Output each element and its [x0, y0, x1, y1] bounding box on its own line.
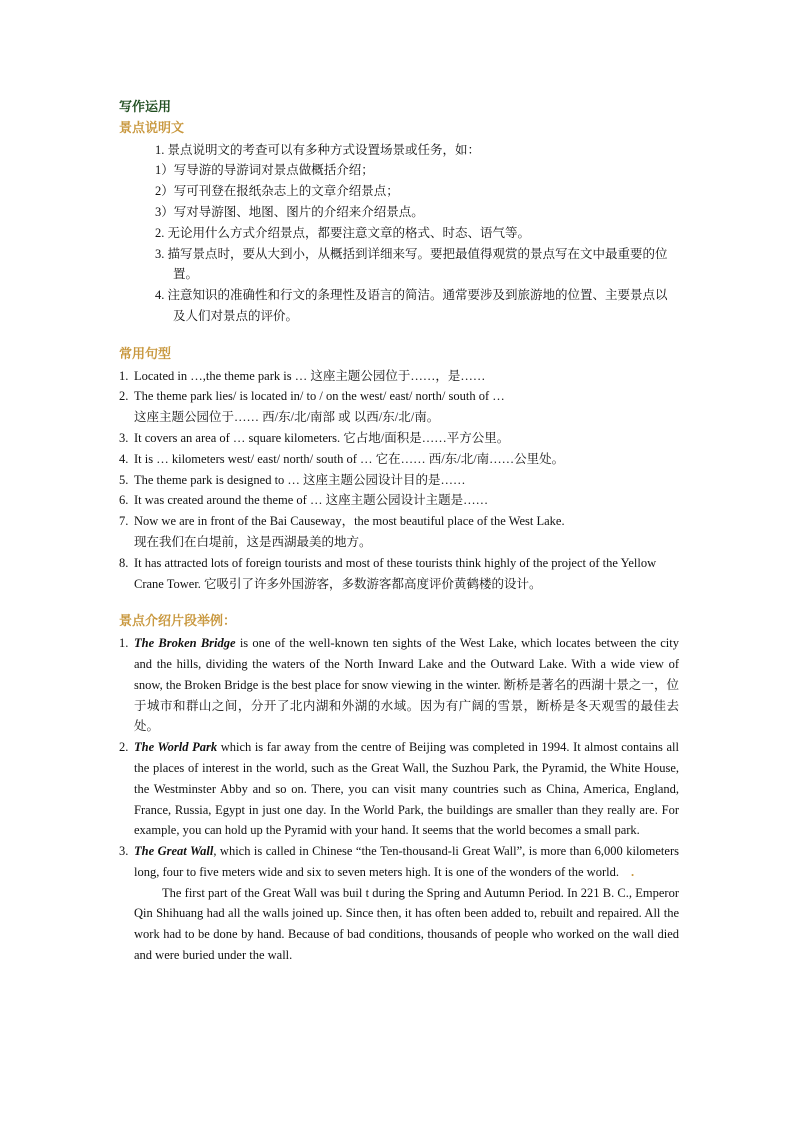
- examples-heading: 景点介绍片段举例：: [119, 614, 237, 630]
- intro-point: 3. 描写景点时，要从大到小，从概括到详细来写。要把最值得观赏的景点写在文中最重要的位置。: [155, 246, 668, 282]
- example-item: [119, 633, 679, 737]
- example-item: [119, 841, 679, 883]
- sentence-number: 2.: [119, 389, 129, 404]
- sentence-translation: 这座主题公园位于…… 西/东/北/南部 或 以西/东/北/南。: [134, 410, 440, 425]
- sentence-text: The theme park is designed to … 这座主题公园设计目的是……: [134, 472, 466, 487]
- intro-point: 4. 注意知识的准确性和行文的条理性及语言的简洁。通常要涉及到旅游地的位置、主要景点以及人们对景点的评价。: [155, 288, 668, 323]
- example-text: [134, 841, 679, 883]
- sentence-item: [119, 511, 679, 532]
- margin-mark: .: [630, 864, 635, 879]
- sentence-item: [119, 553, 679, 595]
- example-text: [134, 737, 679, 841]
- sentence-number: 1.: [119, 368, 129, 383]
- extra-paragraph: The first part of the Great Wall was buil t during the Spring and Autumn Period. In 221 B. C., Emperor Qin Shihuang had all the walls joined up. Since then, it has often been added to, rebuilt and repaired. All the work had to be done by hand. Because of bad conditions, thousands of people who worked on the wall died and were buried under the wall.: [134, 885, 679, 963]
- sentence-text: It was created around the theme of … 这座主题公园设计主题是……: [134, 493, 489, 508]
- example-list: [119, 633, 679, 883]
- intro-point: 2. 无论用什么方式介绍景点，都要注意文章的格式、时态、语气等。: [155, 225, 531, 240]
- intro-list: [119, 140, 679, 327]
- sentence-text: Located in …,the theme park is … 这座主题公园位于……，是……: [134, 368, 486, 383]
- sentence-translation: 现在我们在白堤前，这是西湖最美的地方。: [134, 534, 372, 549]
- intro-lead: 1. 景点说明文的考查可以有多种方式设置场景或任务，如：: [155, 142, 481, 157]
- sentence-number: 4.: [119, 451, 129, 466]
- sentence-number: 3.: [119, 430, 129, 445]
- example-title: The World Park: [134, 740, 218, 755]
- sentence-item: [119, 428, 679, 449]
- example-number: 1.: [119, 636, 129, 651]
- sentence-text: It is … kilometers west/ east/ north/ south of … 它在…… 西/东/北/南……公里处。: [134, 451, 565, 466]
- example-body: is one of the well-known ten sights of the West Lake, which locates between the city and the hills, dividing the waters of the North Inward Lake and the Outward Lake. With a wide view of snow, the Broken Bridge is the best place for snow viewing in the winter. 断桥是著名的西湖十景之一，位于城市和群山之间，分开了北内湖和外湖的水域。因为有广阔的雪景，断桥是冬天观雪的最佳去处。: [134, 636, 680, 734]
- subsection-heading: 景点说明文: [119, 120, 185, 136]
- sentence-number: 7.: [119, 514, 129, 529]
- sentence-item: [119, 386, 679, 407]
- sentence-number: 6.: [119, 493, 129, 508]
- sentence-item: [119, 449, 679, 470]
- sentence-item: [119, 470, 679, 491]
- example-number: 2.: [119, 740, 129, 755]
- sentence-list: [119, 366, 679, 595]
- example-item: [119, 737, 679, 841]
- example-text: [134, 633, 679, 737]
- sentence-number: 5.: [119, 472, 129, 487]
- sentence-text: The theme park lies/ is located in/ to / on the west/ east/ north/ south of …: [134, 389, 505, 404]
- sentence-text: It has attracted lots of foreign tourists and most of these tourists think highly of the project of the Yellow Crane Tower. 它吸引了许多外国游客，多数游客都高度评价黄鹤楼的设计。: [134, 555, 657, 591]
- example-body: , which is called in Chinese “the Ten-thousand-li Great Wall”, is more than 6,000 kilometers long, four to five meters wide and six to seven meters high. It is one of the wonders of the world.: [134, 844, 679, 879]
- example-title: The Broken Bridge: [134, 636, 236, 651]
- sentence-item: [119, 366, 679, 387]
- example-body: which is far away from the centre of Beijing was completed in 1994. It almost contains all the places of interest in the world, such as the Great Wall, the Suzhou Park, the Pyramid, the White House, the Westminster Abby and so on. There, you can visit many countries such as China, America, England, France, Russia, Egypt in just one day. In the World Park, the buildings are smaller than they really are. For example, you can hold up the Pyramid with your hand. It seems that the world becomes a small park.: [134, 740, 679, 838]
- sentence-text: Now we are in front of the Bai Causeway，the most beautiful place of the West Lake.: [134, 514, 565, 529]
- intro-item: 3）写对导游图、地图、图片的介绍来介绍景点。: [155, 204, 424, 219]
- sentence-item: [119, 490, 679, 511]
- section-heading: 写作运用: [119, 100, 172, 115]
- example-title: The Great Wall: [134, 844, 214, 859]
- sentence-text: It covers an area of … square kilometers. 它占地/面积是……平方公里。: [134, 430, 510, 445]
- intro-item: 1）写导游的导游词对景点做概括介绍；: [155, 163, 374, 178]
- content: [119, 98, 679, 966]
- sentences-heading: 常用句型: [119, 346, 172, 362]
- example-number: 3.: [119, 844, 129, 859]
- sentence-number: 8.: [119, 555, 129, 570]
- intro-item: 2）写可刊登在报纸杂志上的文章介绍景点；: [155, 184, 399, 199]
